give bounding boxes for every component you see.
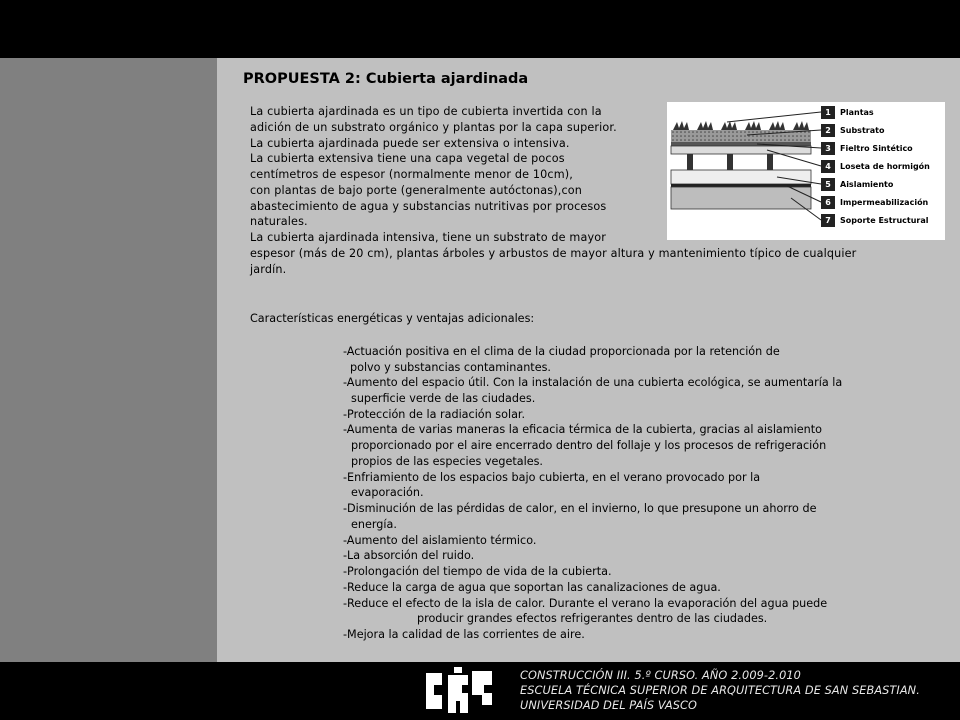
insulation-layer	[671, 170, 811, 184]
structure-layer	[671, 187, 811, 209]
bullet-line: -Enfriamiento de los espacios bajo cubierta, en el verano provocado por la	[343, 471, 761, 484]
layer-label: Plantas	[840, 108, 874, 117]
bullet-line: producir grandes efectos refrigerantes dentro de las ciudades.	[417, 612, 768, 625]
green-roof-diagram	[667, 102, 945, 240]
intro-line: con plantas de bajo porte (generalmente autóctonas),con	[250, 184, 582, 197]
layer-label: Impermeabilización	[840, 198, 929, 207]
plants-layer	[673, 121, 809, 130]
layer-number: 7	[821, 214, 835, 227]
layer-label: Soporte Estructural	[840, 216, 929, 225]
layer-label: Substrato	[840, 126, 885, 135]
bullet-line: -Reduce el efecto de la isla de calor. Durante el verano la evaporación del agua puede	[343, 597, 828, 610]
bullet-line: -Mejora la calidad de las corrientes de aire.	[343, 628, 585, 641]
layer-number: 2	[821, 124, 835, 137]
layer-label: Loseta de hormigón	[840, 162, 930, 171]
slide-content	[217, 58, 960, 662]
waterproofing-layer	[671, 184, 811, 187]
intro-line: centímetros de espesor (normalmente menor de 10cm),	[250, 168, 573, 181]
left-panel	[0, 58, 217, 662]
bullet-line: -Reduce la carga de agua que soportan las canalizaciones de agua.	[343, 581, 721, 594]
bullet-line: evaporación.	[351, 486, 424, 499]
page-title: PROPUESTA 2: Cubierta ajardinada	[243, 71, 529, 87]
intro-line: La cubierta ajardinada es un tipo de cubierta invertida con la	[250, 105, 602, 118]
footer-school: ESCUELA TÉCNICA SUPERIOR DE ARQUITECTURA DE SAN SEBASTIAN.	[520, 684, 920, 697]
intro-line: La cubierta extensiva tiene una capa vegetal de pocos	[250, 152, 565, 165]
layer-number: 3	[821, 142, 835, 155]
upv-ehu-logo-icon	[424, 667, 496, 715]
bullet-line: -Aumenta de varias maneras la eficacia térmica de la cubierta, gracias al aislamiento	[343, 423, 822, 436]
intro-line: naturales.	[250, 215, 308, 228]
layer-number: 1	[821, 106, 835, 119]
bullet-line: -La absorción del ruido.	[343, 549, 475, 562]
layer-label: Fieltro Sintético	[840, 144, 913, 153]
intro-line: abastecimiento de agua y substancias nutritivas por procesos	[250, 200, 607, 213]
bullet-line: -Aumento del aislamiento térmico.	[343, 534, 537, 547]
intro-line: La cubierta ajardinada intensiva, tiene un substrato de mayor	[250, 231, 606, 244]
characteristics-heading: Características energéticas y ventajas adicionales:	[250, 312, 535, 325]
bullet-line: superficie verde de las ciudades.	[351, 392, 536, 405]
intro-line: jardín.	[250, 263, 287, 276]
intro-line: adición de un substrato orgánico y plantas por la capa superior.	[250, 121, 617, 134]
layer-number: 4	[821, 160, 835, 173]
bullet-line: -Protección de la radiación solar.	[343, 408, 526, 421]
layer-number: 5	[821, 178, 835, 191]
felt-layer	[671, 142, 811, 146]
bullet-line: proporcionado por el aire encerrado dentro del follaje y los procesos de refrigeración	[351, 439, 827, 452]
bullet-line: -Disminución de las pérdidas de calor, en el invierno, lo que presupone un ahorro de	[343, 502, 817, 515]
layer-label: Aislamiento	[840, 180, 894, 189]
bullet-line: propios de las especies vegetales.	[351, 455, 543, 468]
intro-line: La cubierta ajardinada puede ser extensiva o intensiva.	[250, 137, 570, 150]
footer-university: UNIVERSIDAD DEL PAÍS VASCO	[520, 699, 698, 712]
bullet-line: -Aumento del espacio útil. Con la instalación de una cubierta ecológica, se aumentaría la	[343, 376, 843, 389]
top-bar	[0, 0, 960, 58]
bullet-line: -Prolongación del tiempo de vida de la cubierta.	[343, 565, 612, 578]
bullet-line: energía.	[351, 518, 397, 531]
concrete-tiles-layer	[671, 146, 811, 154]
bullet-line: polvo y substancias contaminantes.	[350, 361, 551, 374]
footer	[0, 662, 960, 720]
intro-line: espesor (más de 20 cm), plantas árboles y arbustos de mayor altura y mantenimiento típico de cualquier	[250, 247, 857, 260]
layer-number: 6	[821, 196, 835, 209]
bullet-line: -Actuación positiva en el clima de la ciudad proporcionada por la retención de	[343, 345, 780, 358]
footer-course: CONSTRUCCIÓN III. 5.º CURSO. AÑO 2.009-2.010	[520, 669, 801, 682]
